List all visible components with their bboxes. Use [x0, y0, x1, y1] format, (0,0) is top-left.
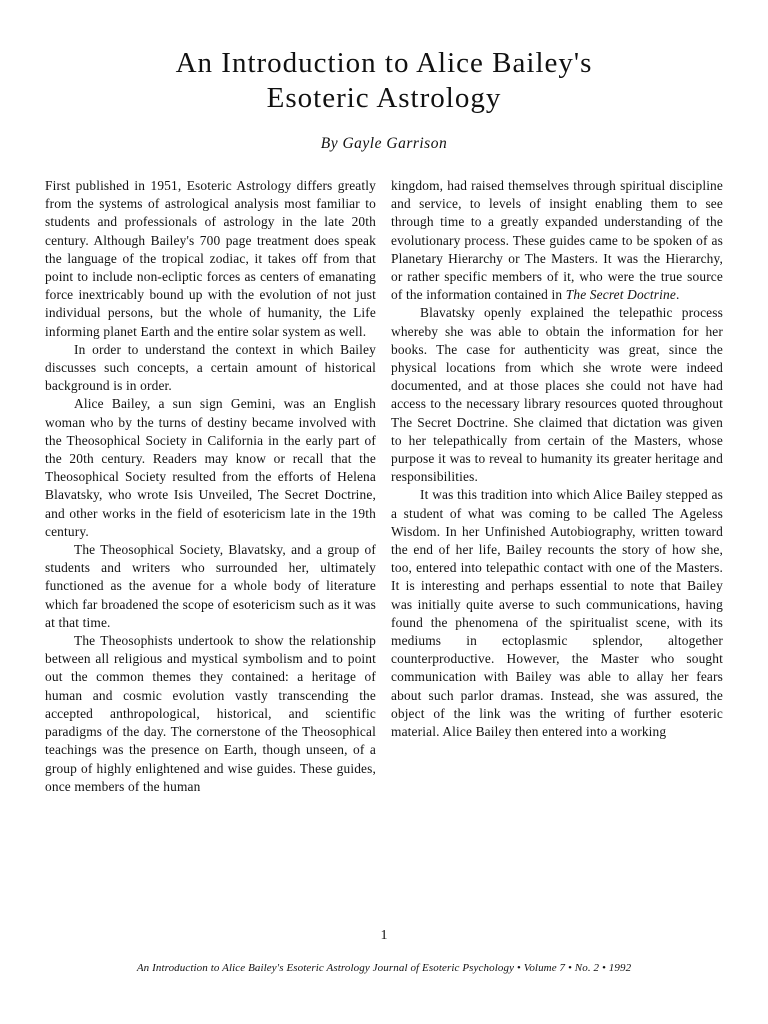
book-title-italic: The Secret Doctrine — [565, 287, 676, 303]
right-column — [391, 177, 723, 741]
running-footer: An Introduction to Alice Bailey's Esoteric Astrology Journal of Esoteric Psychology • Volume 7 • No. 2 • 1992 — [136, 962, 632, 974]
page-number: 1 — [380, 928, 388, 943]
paragraph: Blavatsky openly explained the telepathic process whereby she was able to obtain the information for her books. The case for authenticity was great, since the physical locations from which she wrote were indeed documented, and at those places she could not have had access to the necessary library resources quoted throughout The Secret Doctrine. She claimed that dictation was given to her telepathically from certain of the Masters, whose purpose it was to reveal to humanity its greater heritage and responsibilities. — [391, 305, 723, 485]
title-line-1: An Introduction to Alice Bailey's — [175, 47, 593, 79]
paragraph: The Theosophists undertook to show the relationship between all religious and mystical symbolism and to point out the common themes they contained: a heritage of human and cosmic evolution vastly transcending the accepted anthropological, historical, and scientific paradigms of the day. The cornerstone of the Theosophical teachings was the presence on Earth, though unseen, of a group of highly enlightened and wise guides. These guides, once members of the human — [45, 633, 376, 794]
paragraph: Alice Bailey, a sun sign Gemini, was an English woman who by the turns of destiny became involved with the Theosophical Society in California in the early part of the 20th century. Readers may know or recall that the Theosophical Society resulted from the efforts of Helena Blavatsky, who wrote Isis Unveiled, The Secret Doctrine, and other works in the field of esotericism late in the 19th century. — [45, 396, 376, 539]
paragraph: It was this tradition into which Alice Bailey stepped as a student of what was coming to be called The Ageless Wisdom. In her Unfinished Autobiography, written toward the end of her life, Bailey recounts the story of how she, too, entered into telepathic contact with one of the Masters. It is interesting and perhaps essential to note that Bailey was initially quite averse to such communications, having found the phenomena of the spiritualist scene, with its mediums in ectoplasmic splendor, altogether counterproductive. However, the Master who sought communication with Bailey was able to allay her fears about such parlor dramas. Instead, she was assured, the object of the link was the writing of further esoteric material. Alice Bailey then entered into a working — [391, 487, 723, 740]
author-byline: By Gayle Garrison — [320, 135, 448, 152]
paragraph — [391, 177, 723, 304]
document-title — [0, 46, 768, 116]
paragraph: The Theosophical Society, Blavatsky, and a group of students and writers who surrounded her, ultimately functioned as the avenue for a whole body of literature which far broadened the scope of esotericism such as it was at that time. — [45, 542, 376, 630]
paragraph: In order to understand the context in which Bailey discusses such concepts, a certain amount of historical background is in order. — [45, 341, 376, 394]
left-column — [45, 177, 376, 796]
title-line-2: Esoteric Astrology — [266, 82, 502, 114]
paragraph: First published in 1951, Esoteric Astrology differs greatly from the systems of astrological analysis most familiar to students and professionals of astrology in the late 20th century. Although Bailey's 700 page treatment does speak the language of the tropical zodiac, it takes off from that point to include non-ecliptic forces as centers of emanating force inextricably bound up with the evolution of not just individual persons, but the whole of humanity, the Life informing planet Earth and the entire solar system as well. — [45, 178, 376, 339]
paragraph-end: . — [675, 287, 680, 303]
paragraph-text: kingdom, had raised themselves through spiritual discipline and service, to levels of insight enabling them to see through time to a greatly expanded understanding of the evolutionary process. These guides came to be spoken of as Planetary Hierarchy or The Masters. It was the Hierarchy, or rather specific members of it, who were the true source of the information contained in — [391, 178, 723, 303]
